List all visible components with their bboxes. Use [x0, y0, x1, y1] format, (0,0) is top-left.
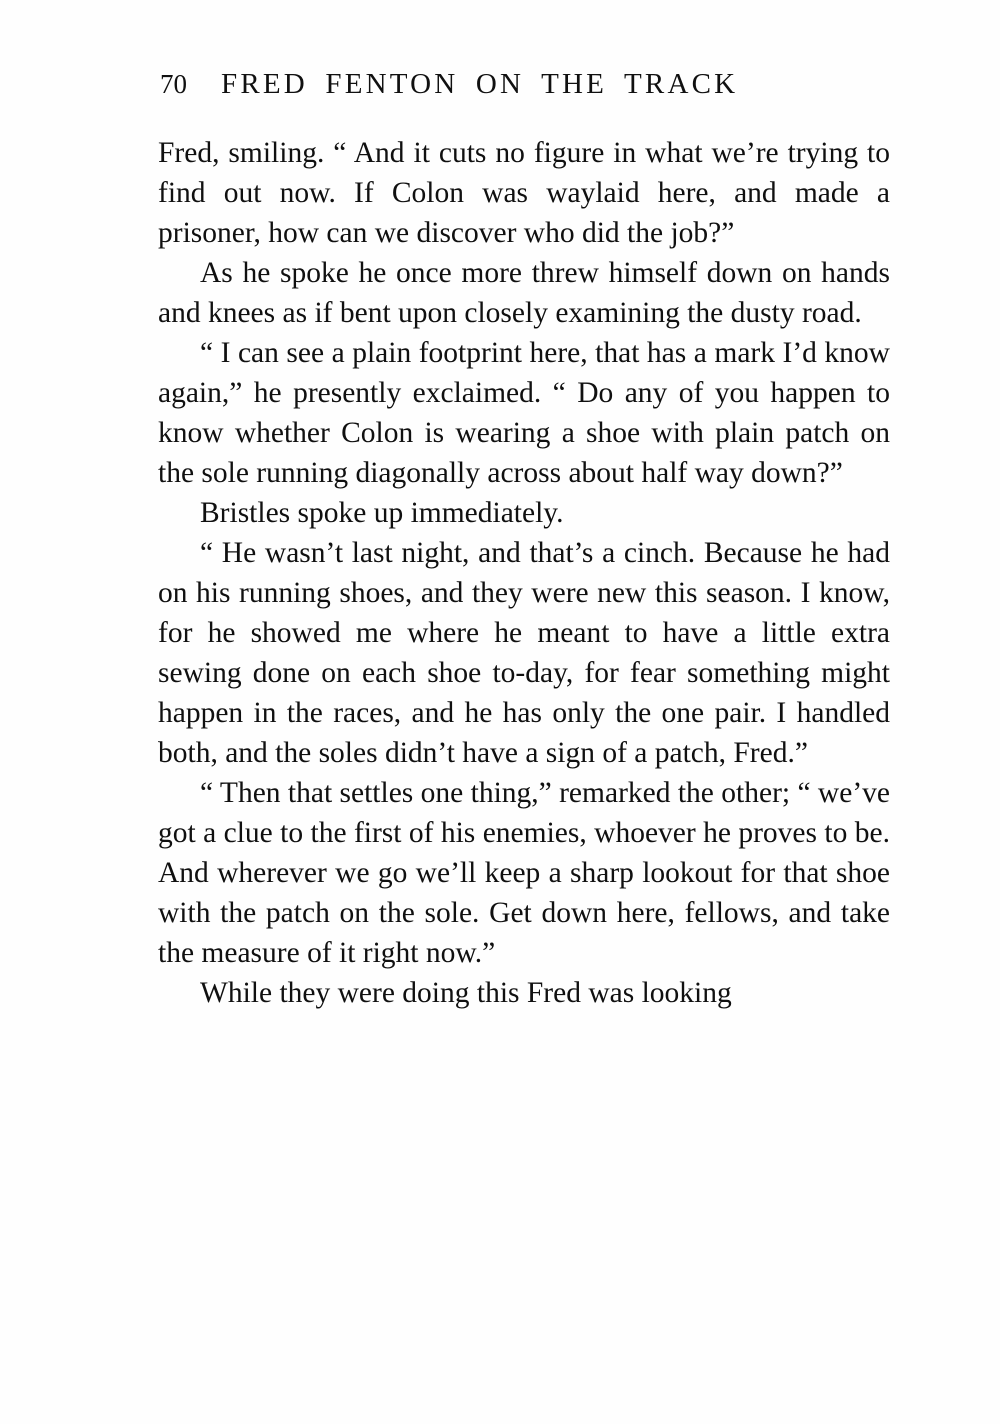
page-number: 70	[160, 69, 187, 99]
paragraph: “ He wasn’t last night, and that’s a cinch. Because he had on his running shoes, and they were new this season. I know, for he showed me where he meant to have a little extra sewing done on each shoe to-day, for fear something might happen in the races, and he has only the one pair. I handled both, and the soles didn’t have a sign of a patch, Fred.”	[158, 537, 890, 769]
paragraph: “ Then that settles one thing,” remarked the other; “ we’ve got a clue to the first of his enemies, whoever he proves to be. And wherever we go we’ll keep a sharp lookout for that shoe with the patch on the sole. Get down here, fellows, and take the measure of it right now.”	[158, 777, 890, 969]
paragraph: Bristles spoke up immediately.	[200, 497, 564, 529]
paragraph: While they were doing this Fred was looking	[200, 977, 732, 1009]
paragraph: As he spoke he once more threw himself down on hands and knees as if bent upon closely examining the dusty road.	[158, 257, 890, 329]
paragraph: “ I can see a plain footprint here, that has a mark I’d know again,” he presently exclaimed. “ Do any of you happen to know whether Colon is wearing a shoe with plain patch on the sole running diagonally across about half way down?”	[158, 337, 890, 489]
running-title: FRED FENTON ON THE TRACK	[221, 68, 739, 100]
paragraph: Fred, smiling. “ And it cuts no figure in what we’re trying to find out now. If Colon was waylaid here, and made a prisoner, how can we discover who did the job?”	[158, 137, 890, 249]
page-body	[158, 133, 890, 1013]
running-head	[160, 68, 840, 101]
